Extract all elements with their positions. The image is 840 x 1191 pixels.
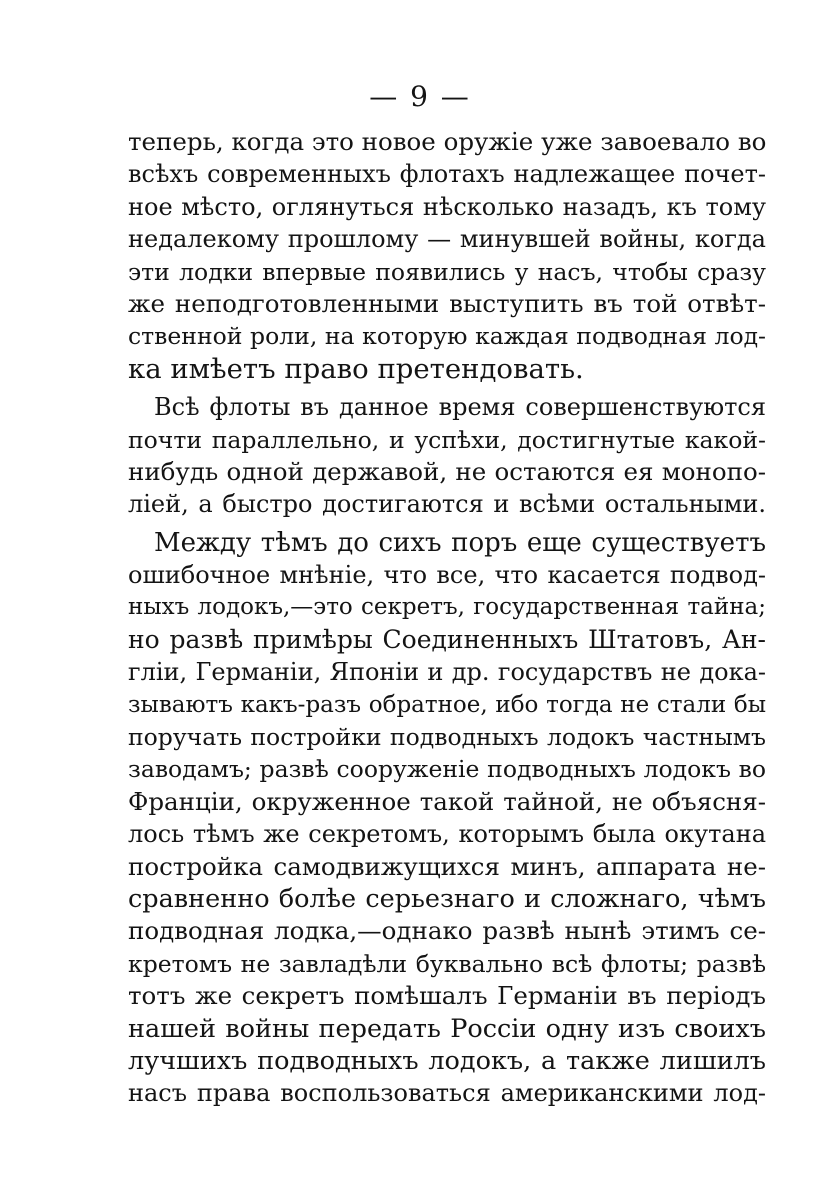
- text-line: нибудь одной державой, не остаются ея монопо-: [128, 456, 766, 486]
- page-number: — 9 —: [369, 80, 471, 113]
- text-line: всѣхъ современныхъ флотахъ надлежащее почет-: [128, 160, 766, 189]
- text-line: заводамъ; развѣ сооруженіе подводныхъ лодокъ во: [128, 755, 766, 784]
- text-line: недалекому прошлому — минувшей войны, когда: [128, 225, 766, 254]
- text-line: Всѣ флоты въ данное время совершенствуются: [154, 393, 766, 422]
- text-line: нашей войны передать Россіи одну изъ своихъ: [128, 1013, 766, 1044]
- body-text: [128, 126, 766, 1110]
- text-line: лось тѣмъ же секретомъ, которымъ была окутана: [128, 820, 766, 849]
- text-line: ліей, а быстро достигаются и всѣми остальными.: [128, 490, 766, 519]
- text-line: лучшихъ подводныхъ лодокъ, а также лишилъ: [128, 1045, 766, 1076]
- text-line: подводная лодка,—однако развѣ нынѣ этимъ се-: [128, 916, 766, 946]
- text-line: сравненно болѣе серьезнаго и сложнаго, чѣмъ: [128, 883, 766, 914]
- text-line: тотъ же секретъ помѣшалъ Германіи въ періодъ: [128, 981, 766, 1011]
- text-line: почти параллельно, и успѣхи, достигнутые какой-: [128, 425, 766, 454]
- text-line: ка имѣетъ право претендовать.: [128, 352, 584, 385]
- text-line: гліи, Германіи, Японіи и др. государствъ не дока-: [128, 658, 766, 687]
- text-line: эти лодки впервые появились у насъ, чтобы сразу: [128, 257, 766, 286]
- text-line: но развѣ примѣры Соединенныхъ Штатовъ, Ан-: [128, 624, 766, 654]
- text-line: же неподготовленными выступить въ той отвѣт-: [128, 288, 766, 318]
- text-line: зываютъ какъ-разъ обратное, ибо тогда не стали бы: [128, 691, 766, 718]
- text-line: постройка самодвижущихся минъ, аппарата не-: [128, 851, 766, 881]
- text-line: ственной роли, на которую каждая подводная лод-: [128, 322, 766, 351]
- text-line: ошибочное мнѣніе, что все, что касается подвод-: [128, 561, 766, 590]
- text-line: Франціи, окруженное такой тайной, не объясня-: [128, 786, 766, 816]
- text-line: насъ права воспользоваться американскими лод-: [128, 1079, 766, 1108]
- text-line: кретомъ не завладѣли буквально всѣ флоты; развѣ: [128, 949, 766, 978]
- text-line: теперь, когда это новое оружіе уже завоевало во: [128, 127, 767, 156]
- text-line: ное мѣсто, оглянуться нѣсколько назадъ, къ тому: [128, 192, 766, 221]
- text-line: поручать постройки подводныхъ лодокъ частнымъ: [128, 723, 766, 752]
- text-line: Между тѣмъ до сихъ поръ еще существуетъ: [154, 527, 766, 558]
- text-line: ныхъ лодокъ,—это секретъ, государственная тайна;: [128, 594, 766, 621]
